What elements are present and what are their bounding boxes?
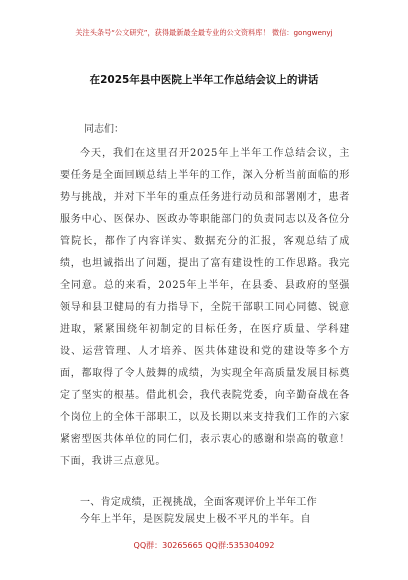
footer-qq-groups: QQ群：30265665 QQ群:535304092: [133, 541, 275, 550]
opening-paragraph: 今天，我们在这里召开2025年上半年工作总结会议，主要任务是全面回顾总结上半年的工作，深入分析当前面临的形势与挑战，并对下半年的重点任务进行动员和部署刚才，患者服务中心、医保办、医政办等职能部门的负责同志以及各位分管院长，都作了内容详实、数据充分的汇报，客观总结了成绩，也坦诚指出了问题，提出了富有建设性的工作思路。我完全同意。总的来看，2025年上半年，在县委、县政府的坚强领导和县卫健局的有力指导下，全院干部职工同心同德、锐意进取，紧紧围绕年初制定的目标任务，在医疗质量、学科建设、运营管理、人才培养、医共体建设和党的建设等多个方面，都取得了令人鼓舞的成绩，为实现全年高质量发展目标奠定了坚实的根基。借此机会，我代表院党委，向辛勤奋战在各个岗位上的全体干部职工，以及长期以来支持我们工作的六家紧密型医共体单位的同仁们，表示衷心的感谢和崇高的敬意！下面，我讲三点意见。: [60, 148, 350, 467]
section-heading-1: 一、肯定成绩，正视挑战，全面客观评价上半年工作: [80, 497, 317, 508]
document-title: 在2025年县中医院上半年工作总结会议上的讲话: [89, 74, 319, 86]
section-1-paragraph: 今年上半年，是医院发展史上极不平凡的半年。自: [80, 514, 311, 525]
document-body: [60, 143, 350, 473]
header-promo-note: 关注头条号“公文研究”，获得最新最全最专业的公文资料库！ 微信：gongwenyj: [75, 28, 333, 37]
salutation: 同志们：: [84, 124, 124, 135]
